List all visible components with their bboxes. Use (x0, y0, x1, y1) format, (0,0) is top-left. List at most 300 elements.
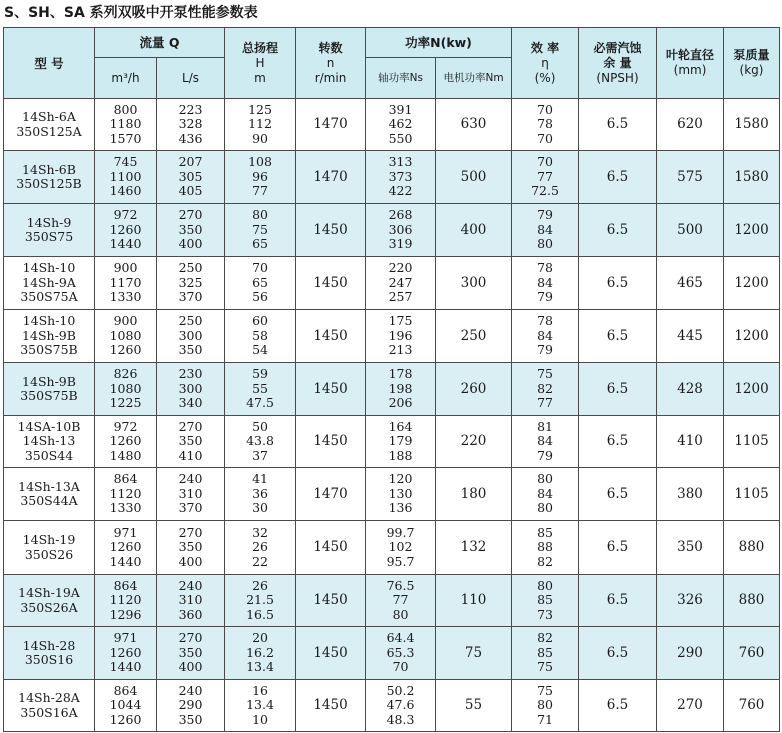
cell-model (4, 680, 95, 732)
cell-head-value: 32 (252, 524, 268, 540)
cell-flow-ls-value: 400 (178, 553, 203, 569)
cell-npsh: 6.5 (579, 468, 657, 521)
cell-shaft-power-value: 77 (392, 592, 409, 608)
cell-flow-m3h-value: 1296 (109, 606, 142, 622)
cell-shaft-power-value: 196 (388, 327, 413, 343)
cell-flow-m3h-value: 1440 (109, 553, 142, 569)
cell-efficiency-value: 85 (537, 524, 553, 540)
table-row (4, 468, 780, 521)
table-row (4, 575, 780, 627)
cell-flow-m3h-value: 864 (113, 471, 138, 487)
cell-npsh: 6.5 (579, 204, 657, 257)
cell-shaft-power-value: 313 (388, 154, 413, 170)
cell-flow-ls-value: 350 (178, 433, 203, 449)
header-impeller-unit: (mm) (673, 63, 707, 77)
cell-efficiency-value: 81 (537, 418, 553, 434)
cell-model-value: 14Sh-28A (18, 690, 80, 705)
cell-shaft-power-value: 130 (388, 485, 413, 501)
header-speed (296, 28, 366, 99)
cell-head-value: 96 (252, 168, 268, 184)
cell-flow-m3h-value: 1440 (109, 236, 142, 252)
table-row (4, 257, 780, 310)
cell-shaft-power (366, 680, 436, 732)
header-power: 功率N(kw) (366, 28, 512, 58)
cell-head (225, 151, 296, 204)
table-row (4, 99, 780, 151)
cell-head-value: 21.5 (246, 592, 274, 608)
cell-head-value: 58 (252, 327, 268, 343)
cell-model (4, 151, 95, 204)
table-row (4, 310, 780, 363)
cell-motor-power: 75 (436, 627, 512, 680)
cell-shaft-power-value: 373 (388, 168, 413, 184)
cell-model-value: 350S26 (24, 546, 74, 562)
cell-head-value: 60 (252, 313, 268, 329)
cell-head (225, 204, 296, 257)
cell-shaft-power (366, 151, 436, 204)
cell-flow-m3h (95, 521, 157, 575)
cell-shaft-power-value: 76.5 (386, 577, 415, 593)
table-row (4, 363, 780, 416)
header-shaft-power: 轴功率Ns (366, 58, 436, 99)
cell-motor-power: 300 (436, 257, 512, 310)
cell-speed: 1450 (296, 627, 366, 680)
cell-efficiency-value: 85 (537, 592, 553, 608)
cell-flow-m3h-value: 864 (113, 577, 138, 593)
cell-efficiency (512, 416, 579, 468)
cell-head-value: 22 (252, 553, 268, 569)
cell-flow-ls-value: 270 (178, 207, 203, 223)
cell-shaft-power-value: 102 (388, 539, 413, 555)
cell-shaft-power (366, 521, 436, 575)
cell-motor-power: 132 (436, 521, 512, 575)
cell-head (225, 99, 296, 151)
cell-flow-ls (157, 151, 225, 204)
cell-efficiency (512, 627, 579, 680)
cell-flow-ls-value: 400 (178, 236, 203, 252)
cell-shaft-power-value: 164 (388, 418, 413, 434)
cell-flow-m3h-value: 1044 (109, 697, 142, 713)
cell-flow-ls-value: 300 (178, 327, 203, 343)
cell-impeller: 445 (657, 310, 724, 363)
cell-weight: 1105 (724, 468, 780, 521)
cell-weight: 1200 (724, 204, 780, 257)
cell-model-value: 14Sh-19A (18, 585, 80, 600)
cell-impeller: 465 (657, 257, 724, 310)
cell-flow-ls-value: 270 (178, 418, 203, 434)
table-row (4, 680, 780, 732)
cell-npsh: 6.5 (579, 151, 657, 204)
cell-shaft-power-value: 175 (388, 313, 413, 329)
cell-flow-m3h-value: 1260 (109, 221, 142, 237)
cell-efficiency-value: 84 (537, 221, 553, 237)
cell-shaft-power-value: 99.7 (386, 524, 415, 540)
cell-flow-ls-value: 207 (178, 154, 203, 170)
cell-model-value: 14Sh-13A (18, 478, 80, 494)
cell-head-value: 56 (252, 289, 268, 305)
cell-head (225, 521, 296, 575)
cell-flow-m3h-value: 1330 (109, 500, 142, 516)
cell-flow-m3h-value: 826 (113, 366, 138, 382)
cell-flow-ls-value: 370 (178, 289, 203, 305)
cell-model-value: 350S44A (20, 493, 78, 508)
cell-impeller: 500 (657, 204, 724, 257)
header-flow-ls: L/s (157, 58, 225, 99)
table-title: S、SH、SA 系列双吸中开泵性能参数表 (4, 5, 258, 21)
cell-efficiency-value: 78 (537, 116, 553, 132)
cell-shaft-power-value: 50.2 (386, 682, 415, 698)
cell-model-value: 14Sh-10 (22, 260, 76, 276)
cell-efficiency-value: 80 (537, 697, 553, 713)
cell-shaft-power (366, 416, 436, 468)
table-row (4, 416, 780, 468)
cell-motor-power: 260 (436, 363, 512, 416)
cell-model (4, 363, 95, 416)
cell-weight: 880 (724, 521, 780, 575)
cell-flow-ls-value: 410 (178, 447, 203, 463)
cell-flow-ls-value: 240 (178, 577, 203, 593)
cell-head-value: 90 (252, 130, 268, 146)
cell-head-value: 112 (248, 116, 272, 132)
cell-efficiency-value: 80 (537, 236, 553, 252)
cell-head-value: 10 (252, 711, 268, 727)
cell-flow-ls-value: 270 (178, 630, 203, 646)
cell-flow-m3h (95, 575, 157, 627)
cell-flow-m3h-value: 864 (113, 682, 138, 698)
cell-shaft-power (366, 99, 436, 151)
cell-speed: 1450 (296, 204, 366, 257)
cell-model-value: 350S125B (16, 176, 82, 191)
cell-head-value: 65 (252, 236, 268, 252)
cell-efficiency-value: 84 (537, 274, 553, 290)
cell-head-value: 41 (252, 471, 268, 487)
cell-flow-ls (157, 575, 225, 627)
cell-flow-m3h-value: 1460 (109, 183, 142, 199)
cell-head-value: 75 (252, 221, 268, 237)
cell-efficiency-value: 79 (537, 342, 553, 358)
cell-head-value: 36 (252, 485, 268, 501)
cell-head-value: 70 (252, 260, 268, 276)
cell-flow-ls-value: 400 (178, 659, 203, 675)
cell-npsh: 6.5 (579, 257, 657, 310)
cell-efficiency (512, 204, 579, 257)
cell-head-value: 16 (252, 682, 268, 698)
cell-flow-ls (157, 363, 225, 416)
header-efficiency (512, 28, 579, 99)
cell-head-value: 26 (252, 577, 268, 593)
cell-flow-m3h-value: 972 (113, 207, 138, 223)
cell-head-value: 59 (252, 366, 268, 382)
cell-head-value: 77 (252, 183, 268, 199)
cell-flow-m3h (95, 204, 157, 257)
cell-shaft-power (366, 257, 436, 310)
cell-efficiency (512, 680, 579, 732)
cell-flow-m3h (95, 416, 157, 468)
cell-head-value: 65 (252, 274, 268, 290)
cell-model-value: 350S75A (20, 289, 78, 305)
cell-speed: 1470 (296, 151, 366, 204)
cell-efficiency-value: 80 (537, 500, 553, 516)
cell-flow-ls (157, 627, 225, 680)
cell-flow-ls-value: 250 (178, 260, 203, 276)
pump-parameter-table (3, 27, 780, 732)
cell-shaft-power-value: 391 (388, 101, 413, 117)
cell-weight: 880 (724, 575, 780, 627)
cell-efficiency-value: 82 (537, 380, 553, 396)
cell-efficiency-value: 88 (537, 539, 553, 555)
cell-head-value: 108 (248, 154, 272, 170)
cell-flow-m3h-value: 900 (113, 313, 138, 329)
cell-efficiency-value: 77 (537, 168, 553, 184)
header-impeller-label: 叶轮直径 (666, 48, 715, 62)
cell-head-value: 13.4 (246, 697, 274, 713)
cell-flow-m3h (95, 151, 157, 204)
cell-flow-ls (157, 680, 225, 732)
cell-efficiency (512, 310, 579, 363)
cell-flow-m3h-value: 745 (113, 154, 138, 170)
cell-impeller: 410 (657, 416, 724, 468)
cell-flow-ls (157, 416, 225, 468)
cell-motor-power: 500 (436, 151, 512, 204)
cell-model (4, 521, 95, 575)
header-weight-label: 泵质量 (733, 48, 770, 62)
cell-efficiency-value: 78 (537, 260, 553, 276)
header-weight (724, 28, 780, 99)
cell-head-value: 125 (248, 101, 272, 117)
cell-head (225, 468, 296, 521)
cell-flow-ls-value: 223 (178, 101, 203, 117)
cell-efficiency-value: 79 (537, 289, 553, 305)
cell-efficiency-value: 72.5 (531, 183, 559, 199)
cell-flow-ls-value: 350 (178, 221, 203, 237)
cell-shaft-power-value: 550 (388, 130, 413, 146)
cell-speed: 1450 (296, 416, 366, 468)
cell-model-value: 350S75B (20, 342, 78, 358)
cell-flow-ls-value: 270 (178, 524, 203, 540)
cell-impeller: 270 (657, 680, 724, 732)
cell-flow-ls-value: 360 (178, 606, 203, 622)
cell-flow-ls (157, 310, 225, 363)
cell-head (225, 363, 296, 416)
cell-efficiency-value: 70 (537, 130, 553, 146)
cell-model-value: 14Sh-6B (22, 161, 76, 177)
header-npsh-line1: 必需汽蚀 (593, 40, 642, 55)
cell-shaft-power-value: 65.3 (386, 644, 415, 660)
cell-flow-m3h-value: 1120 (109, 592, 142, 608)
cell-weight: 1580 (724, 99, 780, 151)
cell-flow-ls-value: 325 (178, 274, 203, 290)
cell-model-value: 14Sh-6A (22, 109, 76, 124)
cell-motor-power: 55 (436, 680, 512, 732)
cell-model-value: 14SA-10B (17, 418, 81, 434)
cell-weight: 760 (724, 680, 780, 732)
cell-model (4, 310, 95, 363)
cell-model (4, 204, 95, 257)
cell-shaft-power-value: 188 (388, 447, 413, 463)
cell-shaft-power (366, 363, 436, 416)
cell-shaft-power-value: 95.7 (386, 553, 415, 569)
cell-flow-m3h-value: 1260 (109, 539, 142, 555)
cell-shaft-power (366, 468, 436, 521)
cell-npsh: 6.5 (579, 521, 657, 575)
cell-flow-ls-value: 305 (178, 168, 203, 184)
cell-shaft-power-value: 220 (388, 260, 413, 276)
cell-flow-m3h-value: 1080 (109, 380, 142, 396)
cell-shaft-power-value: 120 (388, 471, 413, 487)
table-header (4, 28, 780, 99)
cell-efficiency-value: 70 (537, 154, 553, 170)
cell-flow-ls-value: 436 (178, 130, 203, 146)
cell-efficiency-value: 79 (537, 447, 553, 463)
cell-head-value: 13.4 (246, 659, 274, 675)
cell-flow-m3h-value: 1260 (109, 711, 142, 727)
cell-speed: 1450 (296, 363, 366, 416)
table-body (4, 99, 780, 732)
cell-efficiency (512, 363, 579, 416)
cell-shaft-power-value: 48.3 (386, 711, 415, 727)
cell-head (225, 416, 296, 468)
cell-head-value: 50 (252, 418, 268, 434)
cell-shaft-power-value: 268 (388, 207, 413, 223)
cell-efficiency-value: 82 (537, 630, 553, 646)
cell-flow-ls-value: 230 (178, 366, 203, 382)
cell-shaft-power-value: 198 (388, 380, 413, 396)
cell-flow-m3h-value: 971 (113, 524, 138, 540)
cell-head-value: 47.5 (246, 395, 274, 411)
cell-shaft-power-value: 247 (388, 274, 413, 290)
cell-npsh: 6.5 (579, 310, 657, 363)
cell-model-value: 14Sh-9 (26, 214, 72, 230)
cell-npsh: 6.5 (579, 363, 657, 416)
cell-flow-ls-value: 350 (178, 539, 203, 555)
cell-shaft-power-value: 319 (388, 236, 413, 252)
cell-head-value: 37 (252, 447, 268, 463)
cell-shaft-power (366, 310, 436, 363)
header-npsh (579, 28, 657, 99)
cell-shaft-power-value: 306 (388, 221, 413, 237)
cell-model (4, 257, 95, 310)
cell-shaft-power-value: 422 (388, 183, 413, 199)
cell-npsh: 6.5 (579, 99, 657, 151)
cell-model-value: 14Sh-9B (22, 327, 76, 343)
cell-model (4, 627, 95, 680)
cell-head-value: 16.2 (246, 644, 274, 660)
cell-flow-m3h (95, 627, 157, 680)
cell-flow-m3h (95, 680, 157, 732)
cell-flow-ls-value: 250 (178, 313, 203, 329)
cell-head (225, 680, 296, 732)
header-speed-unit: r/min (314, 70, 347, 85)
cell-flow-ls (157, 99, 225, 151)
header-head-label: 总扬程 (242, 40, 279, 55)
header-npsh-line2: 余 量 (603, 55, 632, 70)
header-eff-unit: (%) (534, 70, 556, 85)
cell-speed: 1450 (296, 680, 366, 732)
cell-flow-m3h (95, 468, 157, 521)
cell-flow-m3h-value: 1120 (109, 485, 142, 501)
cell-head (225, 257, 296, 310)
cell-flow-m3h-value: 1260 (109, 644, 142, 660)
cell-efficiency-value: 75 (537, 682, 553, 698)
cell-model-value: 350S125A (16, 123, 82, 139)
cell-npsh: 6.5 (579, 627, 657, 680)
cell-flow-m3h-value: 1330 (109, 289, 142, 305)
cell-model-value: 14Sh-28 (22, 637, 76, 653)
cell-weight: 1200 (724, 363, 780, 416)
header-model: 型 号 (4, 28, 95, 99)
cell-model-value: 350S26A (20, 599, 78, 615)
cell-shaft-power (366, 204, 436, 257)
cell-efficiency-value: 75 (537, 659, 553, 675)
cell-model (4, 99, 95, 151)
cell-impeller: 620 (657, 99, 724, 151)
header-flow-m3h: m³/h (95, 58, 157, 99)
cell-flow-ls-value: 310 (178, 485, 203, 501)
cell-head-value: 54 (252, 342, 268, 358)
cell-npsh: 6.5 (579, 680, 657, 732)
cell-weight: 1105 (724, 416, 780, 468)
cell-weight: 1580 (724, 151, 780, 204)
cell-speed: 1450 (296, 575, 366, 627)
cell-impeller: 350 (657, 521, 724, 575)
cell-efficiency-value: 73 (537, 606, 553, 622)
cell-impeller: 575 (657, 151, 724, 204)
cell-npsh: 6.5 (579, 575, 657, 627)
cell-flow-m3h-value: 900 (113, 260, 138, 276)
cell-efficiency-value: 84 (537, 327, 553, 343)
header-head-symbol: H (255, 55, 265, 70)
cell-flow-ls-value: 350 (178, 711, 203, 727)
cell-flow-m3h-value: 972 (113, 418, 138, 434)
header-flow: 流量 Q (95, 28, 225, 58)
cell-shaft-power-value: 47.6 (386, 697, 415, 713)
header-head-unit: m (254, 70, 266, 85)
cell-head-value: 16.5 (246, 606, 274, 622)
cell-speed: 1450 (296, 310, 366, 363)
cell-speed: 1470 (296, 468, 366, 521)
cell-efficiency-value: 75 (537, 366, 553, 382)
cell-model-value: 350S75B (20, 388, 78, 403)
cell-flow-m3h (95, 99, 157, 151)
cell-efficiency (512, 521, 579, 575)
cell-head-value: 43.8 (246, 433, 274, 449)
header-npsh-line3: (NPSH) (596, 70, 639, 85)
cell-head-value: 26 (252, 539, 268, 555)
cell-flow-m3h-value: 1225 (109, 395, 142, 411)
cell-model (4, 575, 95, 627)
cell-shaft-power-value: 178 (388, 366, 413, 382)
cell-efficiency-value: 70 (537, 101, 553, 117)
cell-model (4, 468, 95, 521)
cell-model-value: 350S75 (24, 229, 74, 244)
cell-model (4, 416, 95, 468)
cell-impeller: 428 (657, 363, 724, 416)
cell-flow-ls-value: 310 (178, 592, 203, 608)
cell-flow-m3h-value: 1260 (109, 342, 142, 358)
table-row (4, 151, 780, 204)
cell-motor-power: 180 (436, 468, 512, 521)
cell-speed: 1450 (296, 257, 366, 310)
cell-flow-m3h-value: 1100 (109, 168, 142, 184)
cell-model-value: 14Sh-19 (22, 532, 76, 547)
cell-head (225, 310, 296, 363)
cell-efficiency (512, 257, 579, 310)
cell-motor-power: 110 (436, 575, 512, 627)
table-row (4, 627, 780, 680)
cell-flow-m3h-value: 1570 (109, 130, 142, 146)
cell-model-value: 14Sh-9B (22, 373, 76, 389)
cell-motor-power: 250 (436, 310, 512, 363)
